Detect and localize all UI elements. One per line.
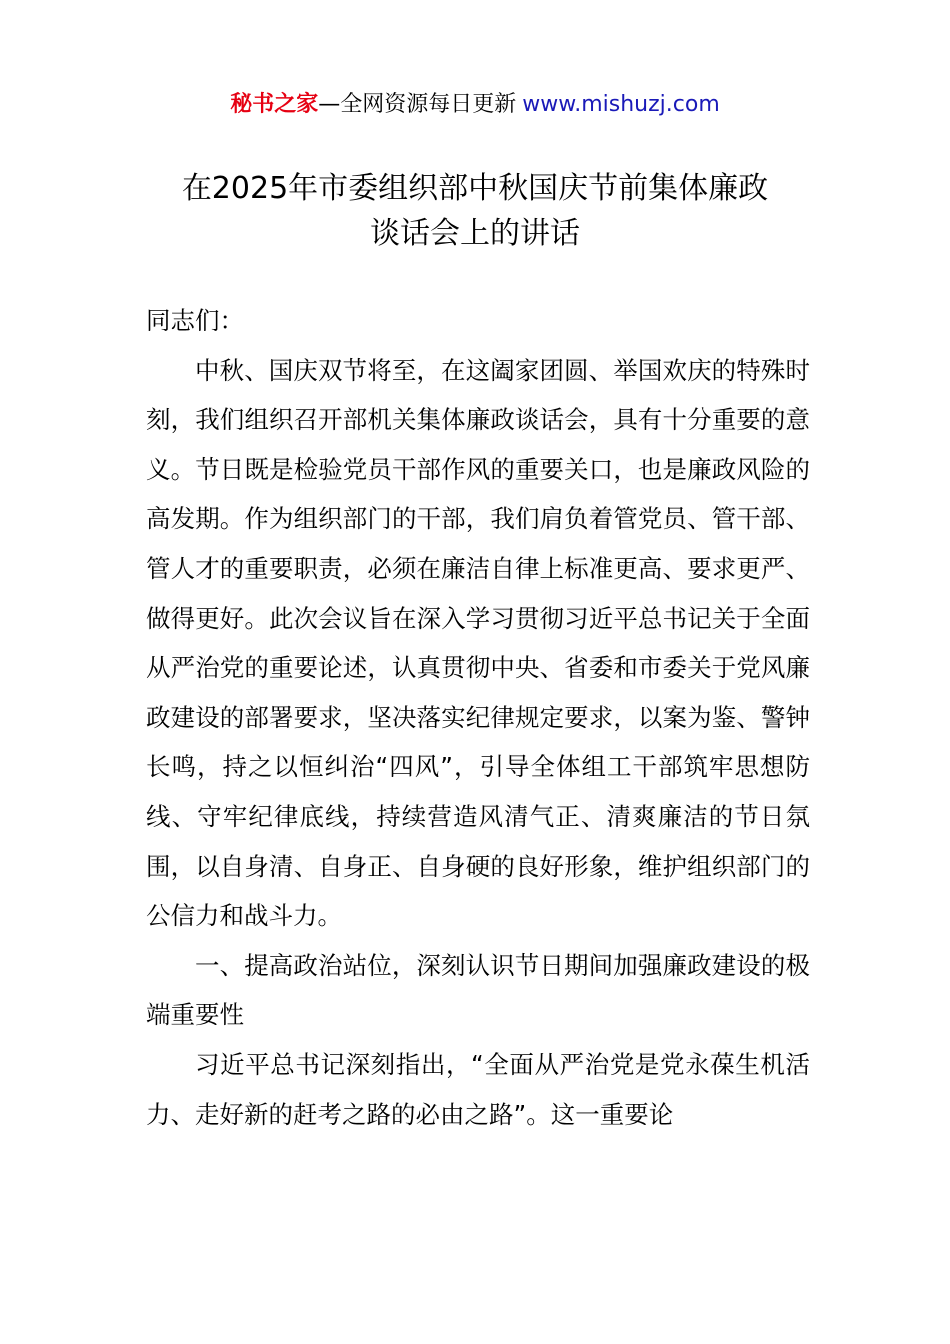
section-heading-1: 一、提高政治站位，深刻认识节日期间加强廉政建设的极端重要性 — [146, 950, 810, 1030]
title-line-1: 在2025年市委组织部中秋国庆节前集体廉政 — [181, 171, 769, 207]
header-tagline: —全网资源每日更新 — [318, 92, 517, 117]
site-header — [0, 88, 950, 122]
paragraph-section-1: 习近平总书记深刻指出，“全面从严治党是党永葆生机活力、走好新的赶考之路的必由之路”。这一重要论 — [146, 1049, 810, 1129]
paragraph-intro: 中秋、国庆双节将至，在这阖家团圆、举国欢庆的特殊时刻，我们组织召开部机关集体廉政谈话会，具有十分重要的意义。节日既是检验党员干部作风的重要关口，也是廉政风险的高发期。作为组织部门的干部，我们肩负着管党员、管干部、管人才的重要职责，必须在廉洁自律上标准更高、要求更严、做得更好。此次会议旨在深入学习贯彻习近平总书记关于全面从严治党的重要论述，认真贯彻中央、省委和市委关于党风廉政建设的部署要求，坚决落实纪律规定要求，以案为鉴、警钟长鸣，持之以恒纠治“四风”，引导全体组工干部筑牢思想防线、守牢纪律底线，持续营造风清气正、清爽廉洁的节日氛围，以自身清、自身正、自身硬的良好形象，维护组织部门的公信力和战斗力。 — [146, 355, 810, 931]
site-url-link[interactable]: www.mishuzj.com — [522, 92, 720, 117]
document-title — [100, 166, 850, 256]
document-body — [146, 296, 810, 1139]
title-line-2: 谈话会上的讲话 — [370, 216, 580, 252]
salutation: 同志们： — [146, 306, 244, 335]
brand-name: 秘书之家 — [230, 92, 319, 117]
